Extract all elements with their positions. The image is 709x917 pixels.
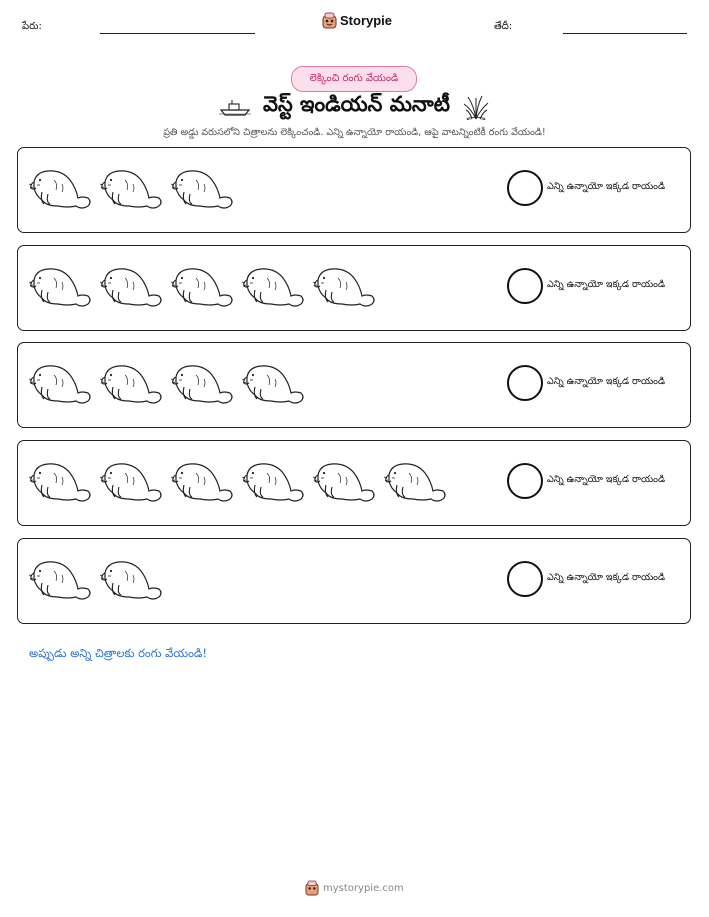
answer-circle[interactable] — [507, 463, 543, 499]
answer-circle[interactable] — [507, 365, 543, 401]
animal-group — [28, 459, 447, 507]
manatee-icon — [99, 166, 163, 214]
manatee-icon — [170, 166, 234, 214]
count-row — [17, 440, 691, 526]
name-line[interactable] — [100, 33, 255, 34]
manatee-icon — [241, 361, 305, 409]
answer-circle[interactable] — [507, 268, 543, 304]
manatee-icon — [170, 459, 234, 507]
manatee-icon — [99, 557, 163, 605]
answer-label: ఎన్ని ఉన్నాయో ఇక్కడ రాయండి — [547, 572, 666, 583]
manatee-icon — [28, 166, 92, 214]
brand-name: Storypie — [340, 13, 393, 28]
name-label: పేరు: — [22, 21, 42, 32]
animal-group — [28, 264, 376, 312]
manatee-icon — [28, 557, 92, 605]
brand-logo — [322, 12, 392, 29]
footer-url[interactable]: mystorypie.com — [323, 882, 404, 894]
storypie-mascot-icon — [305, 880, 319, 896]
manatee-icon — [99, 361, 163, 409]
manatee-icon — [170, 264, 234, 312]
manatee-icon — [383, 459, 447, 507]
activity-badge: లెక్కించి రంగు వేయండి — [291, 66, 417, 92]
seagrass-icon — [462, 94, 490, 120]
manatee-icon — [99, 264, 163, 312]
boat-icon — [219, 98, 251, 116]
count-row — [17, 538, 691, 624]
page-title: వెస్ట్ ఇండియన్ మనాటీ — [263, 92, 450, 116]
storypie-mascot-icon — [322, 12, 337, 29]
answer-label: ఎన్ని ఉన్నాయో ఇక్కడ రాయండి — [547, 376, 666, 387]
manatee-icon — [28, 459, 92, 507]
manatee-icon — [170, 361, 234, 409]
manatee-icon — [28, 361, 92, 409]
manatee-icon — [28, 264, 92, 312]
manatee-icon — [312, 459, 376, 507]
manatee-icon — [241, 264, 305, 312]
date-label: తేదీ: — [494, 21, 513, 32]
answer-circle[interactable] — [507, 561, 543, 597]
answer-label: ఎన్ని ఉన్నాయో ఇక్కడ రాయండి — [547, 279, 666, 290]
instructions: ప్రతి అడ్డు వరుసలోని చిత్రాలను లెక్కించండి. ఎన్ని ఉన్నాయో రాయండి, ఆపై వాటన్నింటికీ రంగు వేయండి! — [163, 127, 546, 138]
animal-group — [28, 361, 305, 409]
answer-label: ఎన్ని ఉన్నాయో ఇక్కడ రాయండి — [547, 474, 666, 485]
footer-note: అప్పుడు అన్ని చిత్రాలకు రంగు వేయండి! — [29, 646, 208, 660]
answer-circle[interactable] — [507, 170, 543, 206]
title-row — [0, 92, 709, 122]
manatee-icon — [312, 264, 376, 312]
footer-brand — [305, 880, 404, 896]
count-row — [17, 342, 691, 428]
count-row — [17, 245, 691, 331]
answer-label: ఎన్ని ఉన్నాయో ఇక్కడ రాయండి — [547, 181, 666, 192]
manatee-icon — [99, 459, 163, 507]
animal-group — [28, 557, 163, 605]
count-row — [17, 147, 691, 233]
animal-group — [28, 166, 234, 214]
manatee-icon — [241, 459, 305, 507]
date-line[interactable] — [563, 33, 687, 34]
